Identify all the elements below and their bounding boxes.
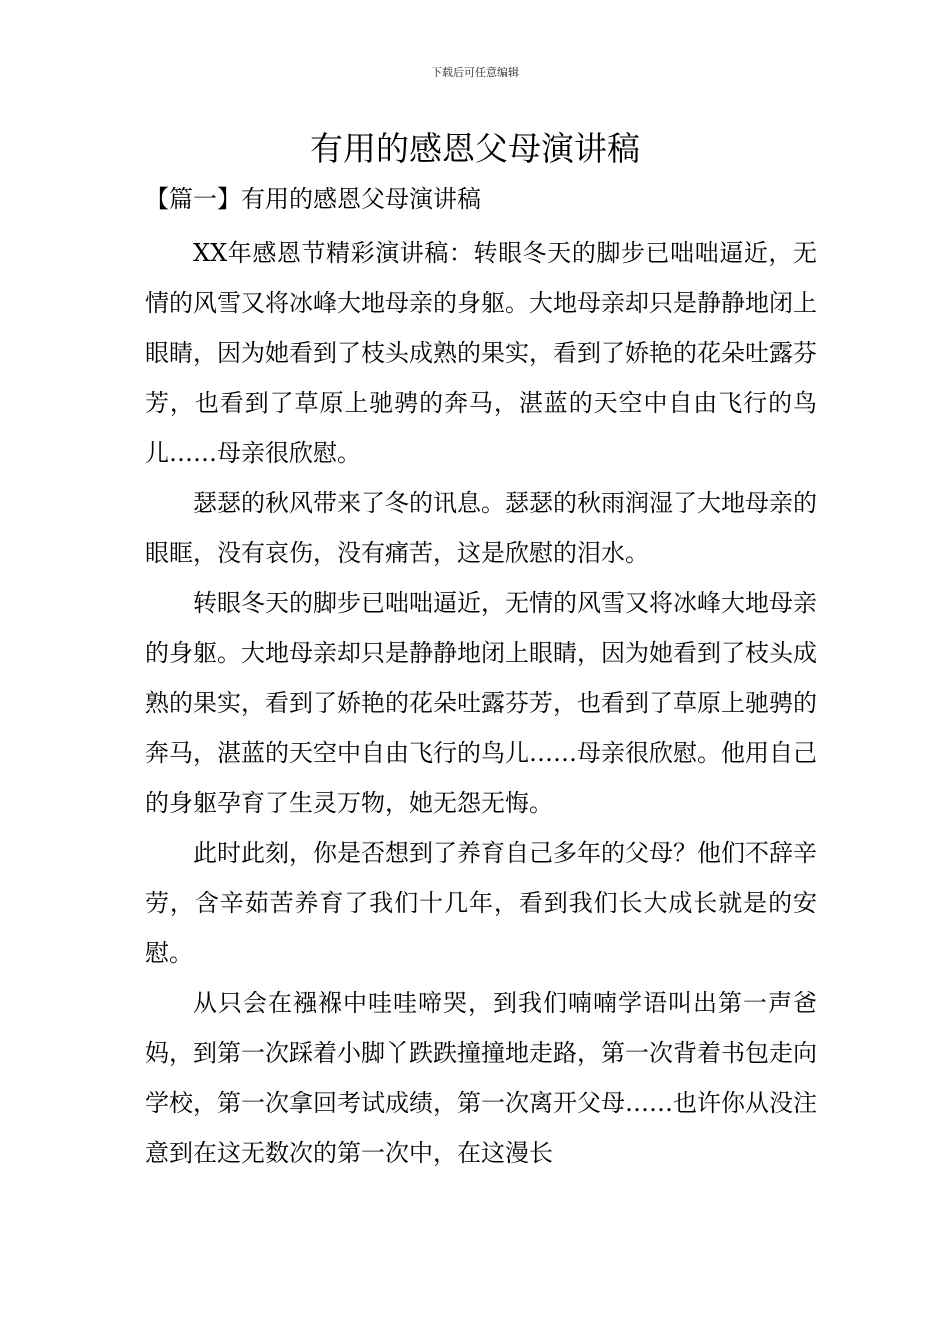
paragraph-4: 此时此刻，你是否想到了养育自己多年的父母？他们不辞辛劳，含辛茹苦养育了我们十几年，看到我们长大成长就是的安慰。 [145, 839, 817, 967]
document-title: 有用的感恩父母演讲稿 [310, 129, 640, 168]
header-note: 下载后可任意编辑 [431, 66, 519, 79]
paragraph-2: 瑟瑟的秋风带来了冬的讯息。瑟瑟的秋雨润湿了大地母亲的眼眶，没有哀伤，没有痛苦，这是欣慰的泪水。 [145, 489, 817, 567]
paragraph-5: 从只会在襁褓中哇哇啼哭，到我们喃喃学语叫出第一声爸妈，到第一次踩着小脚丫跌跌撞撞地走路，第一次背着书包走向学校，第一次拿回考试成绩，第一次离开父母……也许你从没注意到在这无数次的第一次中，在这漫长 [145, 989, 817, 1167]
document-body [145, 178, 817, 1178]
section-heading: 【篇一】有用的感恩父母演讲稿 [145, 185, 481, 213]
paragraph-3: 转眼冬天的脚步已咄咄逼近，无情的风雪又将冰峰大地母亲的身躯。大地母亲却只是静静地闭上眼睛，因为她看到了枝头成熟的果实，看到了娇艳的花朵吐露芬芳，也看到了草原上驰骋的奔马，湛蓝的天空中自由飞行的鸟儿……母亲很欣慰。他用自己的身躯孕育了生灵万物，她无怨无悔。 [145, 589, 817, 817]
paragraph-1: XX年感恩节精彩演讲稿：转眼冬天的脚步已咄咄逼近，无情的风雪又将冰峰大地母亲的身躯。大地母亲却只是静静地闭上眼睛，因为她看到了枝头成熟的果实，看到了娇艳的花朵吐露芬芳，也看到了草原上驰骋的奔马，湛蓝的天空中自由飞行的鸟儿……母亲很欣慰。 [145, 239, 817, 467]
